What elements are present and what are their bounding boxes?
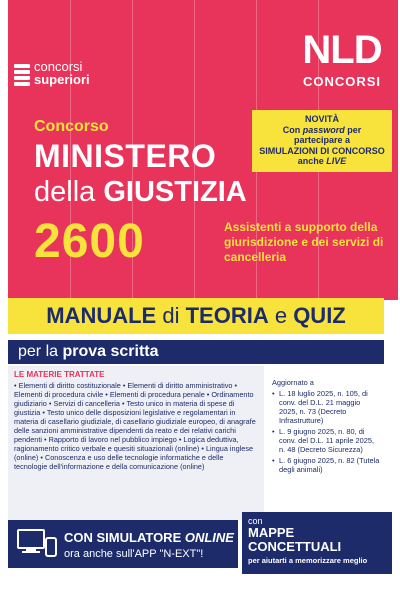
title-ministero: MINISTERO [34, 138, 217, 174]
prova-bar: per la prova scritta [8, 340, 384, 364]
mappe-box [242, 512, 392, 574]
manuale-banner: MANUALE di TEORIA e QUIZ [8, 298, 384, 334]
title-number: 2600 [34, 215, 145, 268]
title-concorso: Concorso [34, 118, 109, 135]
publisher-logo [14, 58, 124, 92]
brand-logo-big: NLD [302, 28, 382, 72]
materie-panel [8, 366, 264, 520]
simulatore-bar [8, 520, 238, 568]
mappe-sub: per aiutarti a memorizzare meglio [248, 556, 368, 565]
aggiornato-panel [268, 366, 384, 508]
materie-body: • Elementi di diritto costituzionale • Elementi di diritto amministrativo • Elementi di procedura civile • Elementi di procedura penale • Ordinamento giudiziario • Servizi di cancelleria • Testo unico in materia di spese di giustizia • Testo unico delle disposizioni legislative e regolamentari in materia di casellario giudiziale, di casellario giudiziale europeo, di anagrafe delle sanzioni amministrative dipendenti da reato e dei relativi carichi pendenti • Rapporto di lavoro nel pubblico impiego • Logica deduttiva, ragionamento critico verbale e quesiti situazionali (online) • Lingua inglese (online) • Conoscenza e uso delle tecnologie informatiche e delle tecnologie dell'informazione e della comunicazione (online) [14, 381, 256, 471]
books-stack-icon [14, 64, 30, 86]
aggiornato-heading: Aggiornato a [272, 378, 314, 387]
title-subtitle: Assistenti a supporto della giurisdizione e dei servizi di cancelleria [224, 220, 384, 264]
mappe-title2: CONCETTUALI [248, 539, 342, 554]
simulatore-line1: CON SIMULATORE ONLINE [64, 530, 234, 545]
list-item: • L. 6 giugno 2025, n. 82 (Tutela degli animali) [272, 456, 380, 474]
bottom-strip [8, 574, 392, 592]
aggiornato-list [272, 389, 380, 474]
list-item: • L. 18 luglio 2025, n. 105, di conv. del D.L. 21 maggio 2025, n. 73 (Decreto Infrastrutture) [272, 389, 380, 425]
materie-heading: LE MATERIE TRATTATE [14, 370, 105, 379]
novita-box: NOVITÀ Con password per partecipare a SIMULAZIONI DI CONCORSO anche LIVE [252, 110, 392, 172]
publisher-logo-line1: concorsi [34, 59, 83, 74]
title-giustizia: della GIUSTIZIA [34, 176, 247, 208]
mappe-title1: MAPPE [248, 525, 295, 540]
list-item: • L. 9 giugno 2025, n. 80, di conv. del D.L. 11 aprile 2025, n. 48 (Decreto Sicurezza) [272, 427, 380, 454]
simulatore-line2: ora anche sull'APP "N-EXT"! [64, 548, 204, 560]
mappe-con: con [248, 516, 263, 526]
devices-icon [16, 528, 58, 560]
brand-logo-small: CONCORSI [302, 74, 382, 89]
brand-logo [292, 30, 392, 100]
novita-heading: NOVITÀ [304, 114, 339, 124]
publisher-logo-line2: superiori [34, 72, 90, 87]
